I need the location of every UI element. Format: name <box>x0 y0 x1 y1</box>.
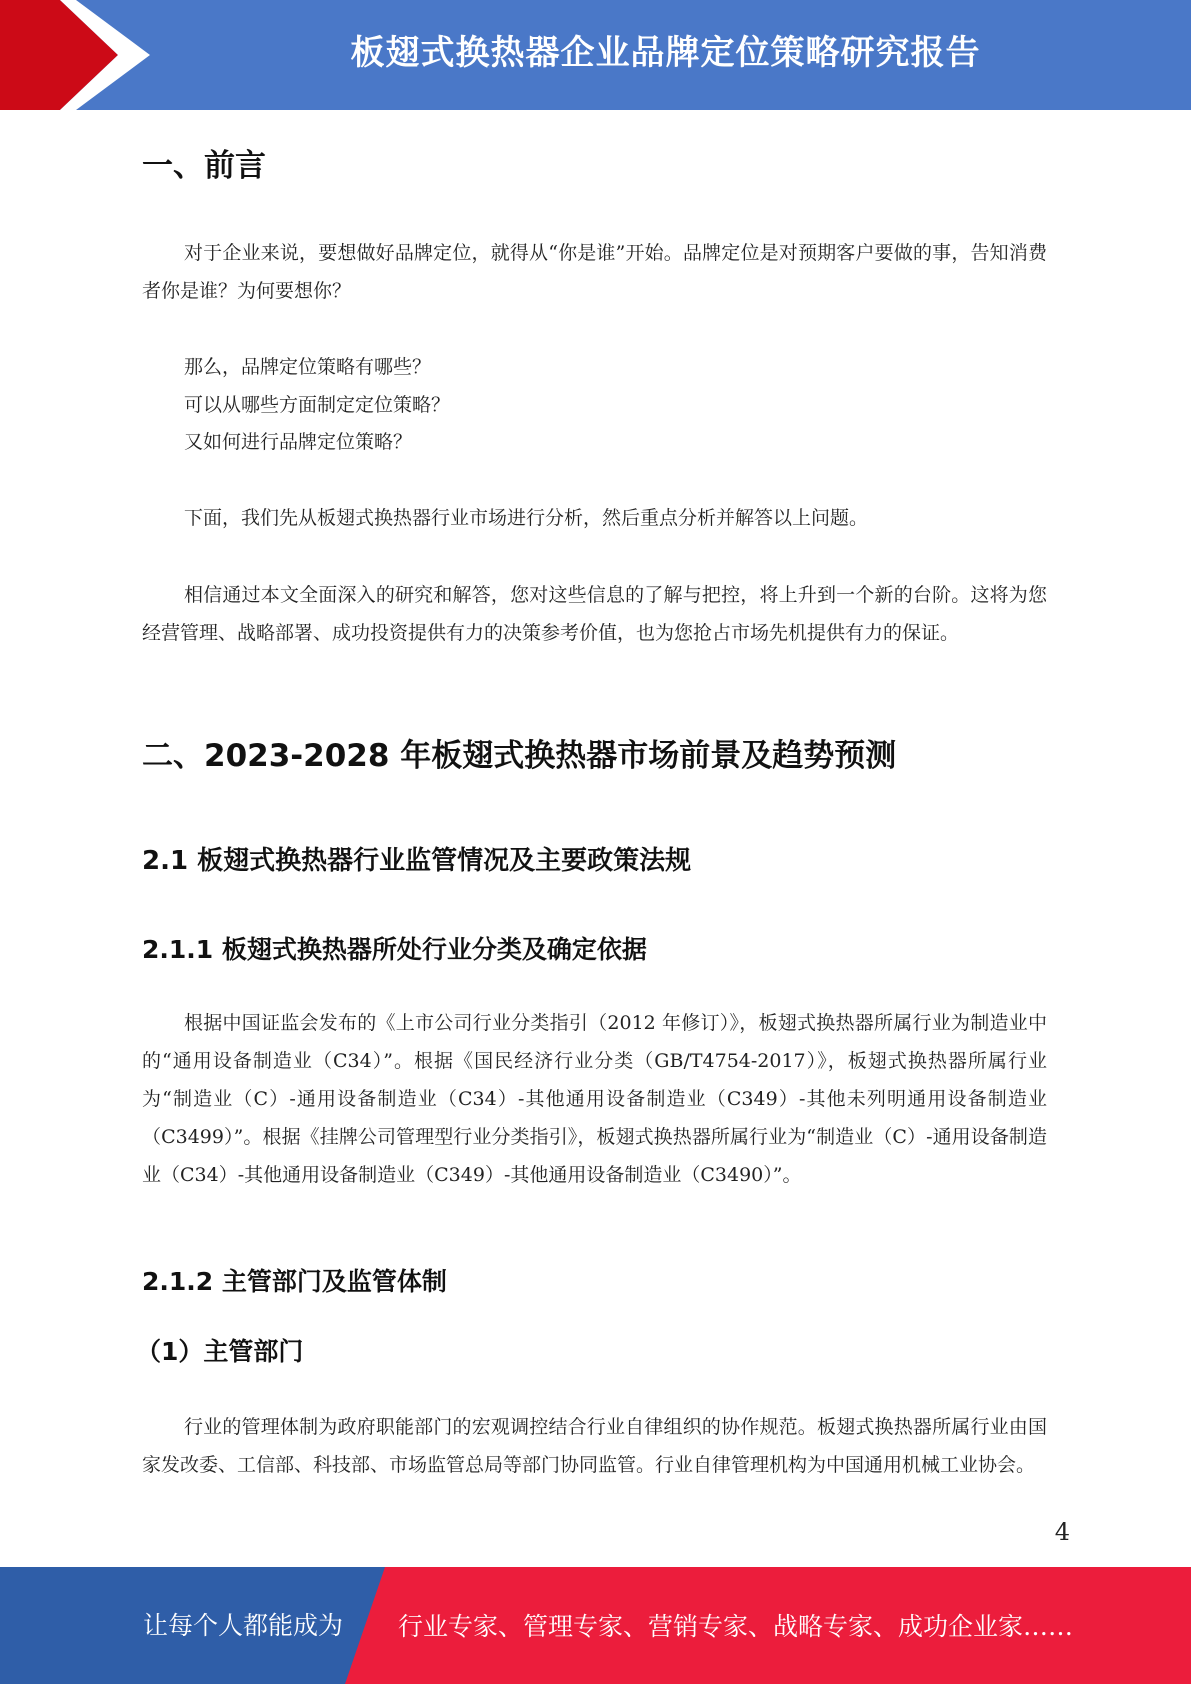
preface-question-2: 可以从哪些方面制定定位策略？ <box>184 394 451 416</box>
footer-slogan-left: 让每个人都能成为 <box>143 1611 344 1640</box>
header-chevron-decoration <box>0 0 160 110</box>
footer-banner <box>0 1567 1191 1684</box>
page-number: 4 <box>1054 1518 1070 1546</box>
subsection-heading-2-1: 2.1 板翅式换热器行业监管情况及主要政策法规 <box>142 846 692 876</box>
sub-heading-authority: （1）主管部门 <box>136 1337 304 1366</box>
subsection-heading-2-1-2: 2.1.2 主管部门及监管体制 <box>142 1267 447 1296</box>
preface-paragraph-1: 对于企业来说，要想做好品牌定位，就得从“你是谁”开始。品牌定位是对预期客户要做的事，告知消费者你是谁？为何要想你？ <box>142 242 1047 302</box>
authority-paragraph: 行业的管理体制为政府职能部门的宏观调控结合行业自律组织的协作规范。板翅式换热器所属行业由国家发改委、工信部、科技部、市场监管总局等部门协同监管。行业自律管理机构为中国通用机械工业协会。 <box>142 1416 1047 1476</box>
preface-paragraph-2: 下面，我们先从板翅式换热器行业市场进行分析，然后重点分析并解答以上问题。 <box>184 507 869 529</box>
preface-paragraph-3: 相信通过本文全面深入的研究和解答，您对这些信息的了解与把控，将上升到一个新的台阶。这将为您经营管理、战略部署、成功投资提供有力的决策参考价值，也为您抢占市场先机提供有力的保证。 <box>142 584 1047 644</box>
subsection-heading-2-1-1: 2.1.1 板翅式换热器所处行业分类及确定依据 <box>142 935 647 964</box>
report-title: 板翅式换热器企业品牌定位策略研究报告 <box>350 33 981 73</box>
classification-paragraph: 根据中国证监会发布的《上市公司行业分类指引（2012 年修订）》，板翅式换热器所属行业为制造业中的“通用设备制造业（C34）”。根据《国民经济行业分类（GB/T4754-2017）》，板翅式换热器所属行业为“制造业（C）-通用设备制造业（C34）-其他通用设备制造业（C349）-其他未列明通用设备制造业（C3499）”。根据《挂牌公司管理型行业分类指引》，板翅式换热器所属行业为“制造业（C）-通用设备制造业（C34）-其他通用设备制造业（C349）-其他通用设备制造业（C3490）”。 <box>142 1012 1047 1186</box>
section-heading-preface: 一、前言 <box>142 148 266 184</box>
preface-question-1: 那么，品牌定位策略有哪些？ <box>184 356 432 378</box>
section-heading-forecast: 二、2023-2028 年板翅式换热器市场前景及趋势预测 <box>142 738 897 774</box>
footer-slogan-right: 行业专家、管理专家、营销专家、战略专家、成功企业家…… <box>398 1612 1074 1641</box>
preface-question-3: 又如何进行品牌定位策略？ <box>184 431 413 453</box>
header-banner <box>0 0 1191 110</box>
